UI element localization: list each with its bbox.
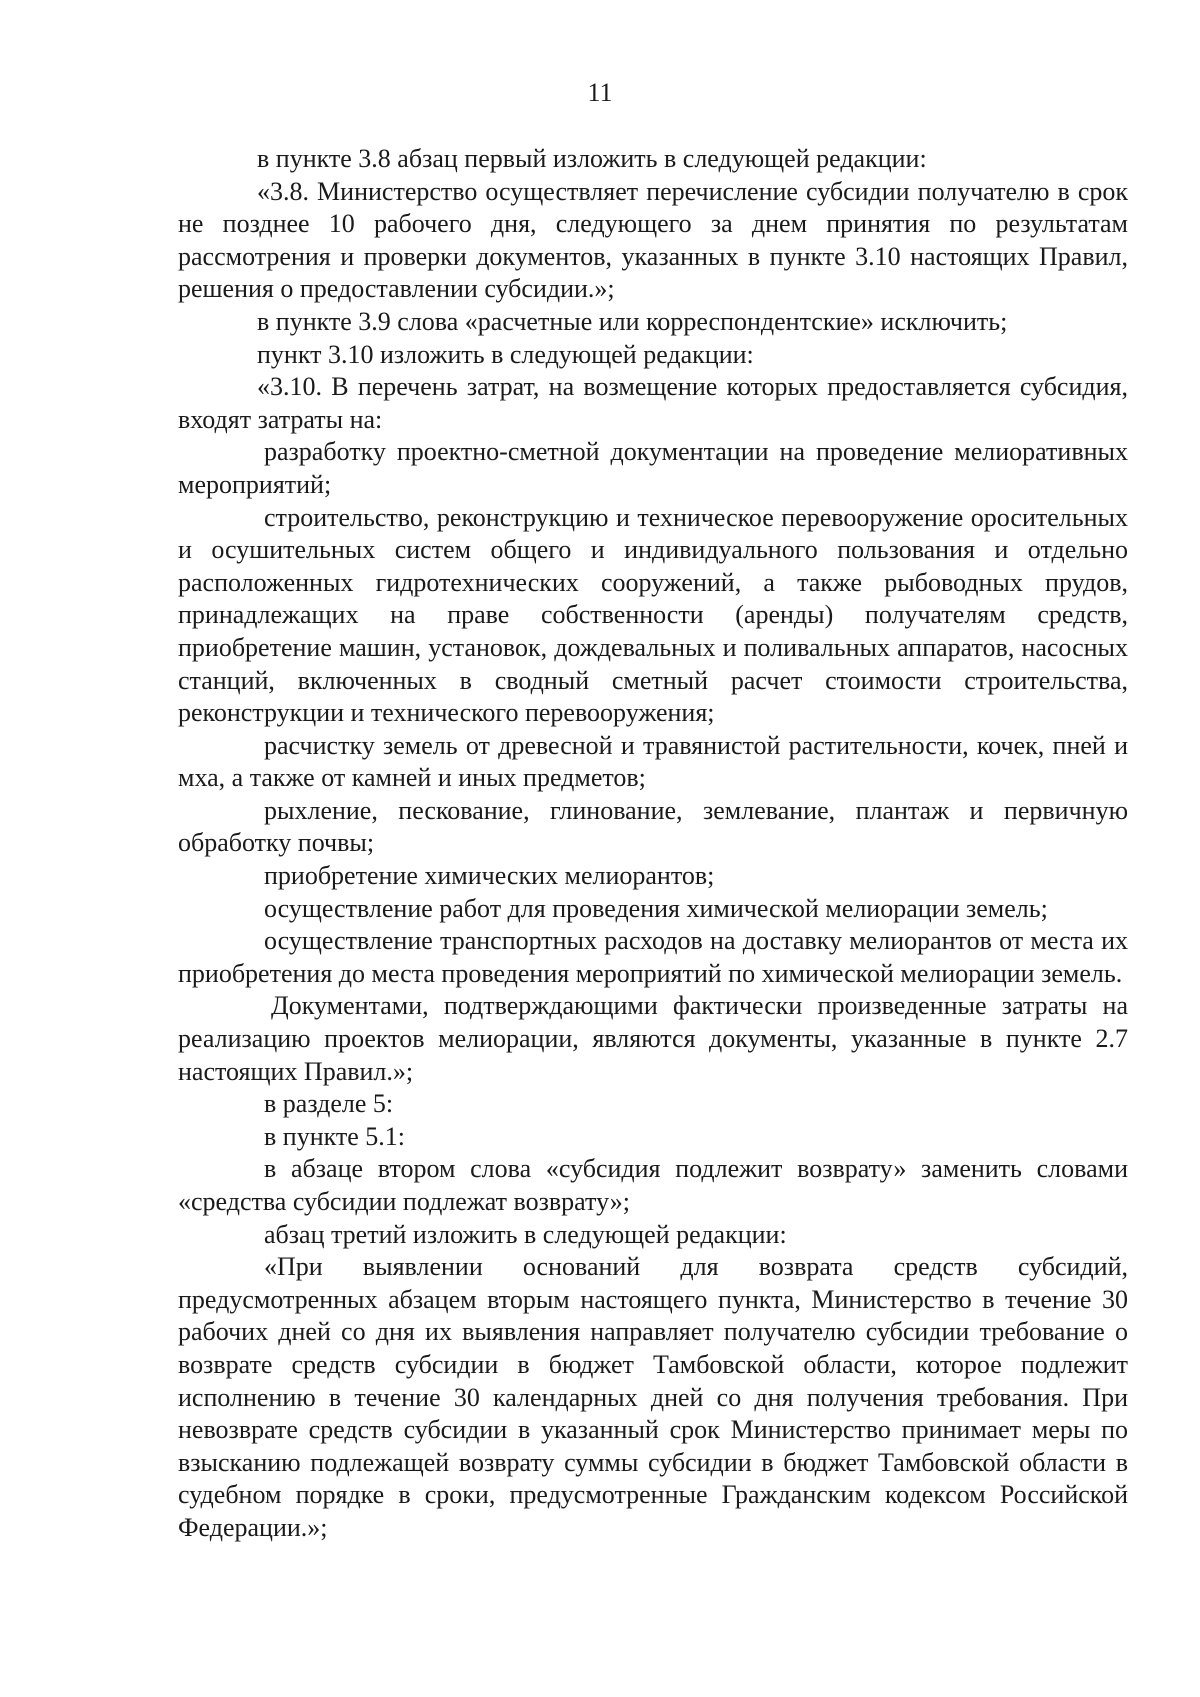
paragraph-10: приобретение химических мелиорантов; — [264, 861, 715, 891]
paragraph-17: абзац третий изложить в следующей редакции: — [264, 1219, 787, 1249]
paragraph-15: в пункте 5.1: — [264, 1121, 406, 1151]
paragraph-16: в абзаце втором слова «субсидия подлежит возврату» заменить словами «средства субсидии подлежат возврату»; — [178, 1154, 1128, 1216]
paragraph-11: осуществление работ для проведения химической мелиорации земель; — [264, 893, 1048, 923]
paragraph-14: в разделе 5: — [264, 1089, 394, 1119]
paragraph-8: расчистку земель от древесной и травянистой растительности, кочек, пней и мха, а также от камней и иных предметов; — [178, 730, 1128, 793]
paragraph-5: «3.10. В перечень затрат, на возмещение которых предоставляется субсидия, входят затраты на: — [178, 372, 1128, 434]
paragraph-6: разработку проектно-сметной документации на проведение мелиоративных мероприятий; — [178, 437, 1128, 499]
paragraph-13: Документами, подтверждающими фактически произведенные затраты на реализацию проектов мелиорации, являются документы, указанные в пункте 2.7 настоящих Правил.»; — [178, 991, 1128, 1086]
document-body — [178, 143, 1128, 1545]
paragraph-1: в пункте 3.8 абзац первый изложить в следующей редакции: — [257, 144, 927, 173]
paragraph-3: в пункте 3.9 слова «расчетные или корреспондентские» исключить; — [257, 306, 1008, 336]
paragraph-7: строительство, реконструкцию и техническое перевооружение оросительных и осушительных систем общего и индивидуального пользования и отдельно расположенных гидротехнических сооружений, а также рыбоводных прудов, принадлежащих на праве собственности (аренды) получателям средств, приобретение машин, установок, дождевальных и поливальных аппаратов, насосных станций, включенных в сводный сметный расчет стоимости строительства, реконструкции и технического перевооружения; — [178, 502, 1128, 728]
paragraph-12: осуществление транспортных расходов на доставку мелиорантов от места их приобретения до места проведения мероприятий по химической мелиорации земель. — [178, 926, 1128, 988]
paragraph-9: рыхление, пескование, глинование, землевание, плантаж и первичную обработку почвы; — [178, 795, 1128, 858]
paragraph-18: «При выявлении оснований для возврата средств субсидий, предусмотренных абзацем вторым настоящего пункта, Министерство в течение 30 рабочих дней со дня их выявления направляет получателю субсидии требование о возврате средств субсидии в бюджет Тамбовской области, которое подлежит исполнению в течение 30 календарных дней со дня получения требования. При невозврате средств субсидии в указанный срок Министерство принимает меры по взысканию подлежащей возврату суммы субсидии в бюджет Тамбовской области в судебном порядке в сроки, предусмотренные Гражданским кодексом Российской Федерации.»; — [178, 1252, 1128, 1542]
page-number: 11 — [587, 78, 613, 107]
paragraph-2: «3.8. Министерство осуществляет перечисление субсидии получателю в срок не позднее 10 рабочего дня, следующего за днем принятия по результатам рассмотрения и проверки документов, указанных в пункте 3.10 настоящих Правил, решения о предоставлении субсидии.»; — [178, 176, 1128, 304]
paragraph-4: пункт 3.10 изложить в следующей редакции: — [257, 339, 754, 369]
